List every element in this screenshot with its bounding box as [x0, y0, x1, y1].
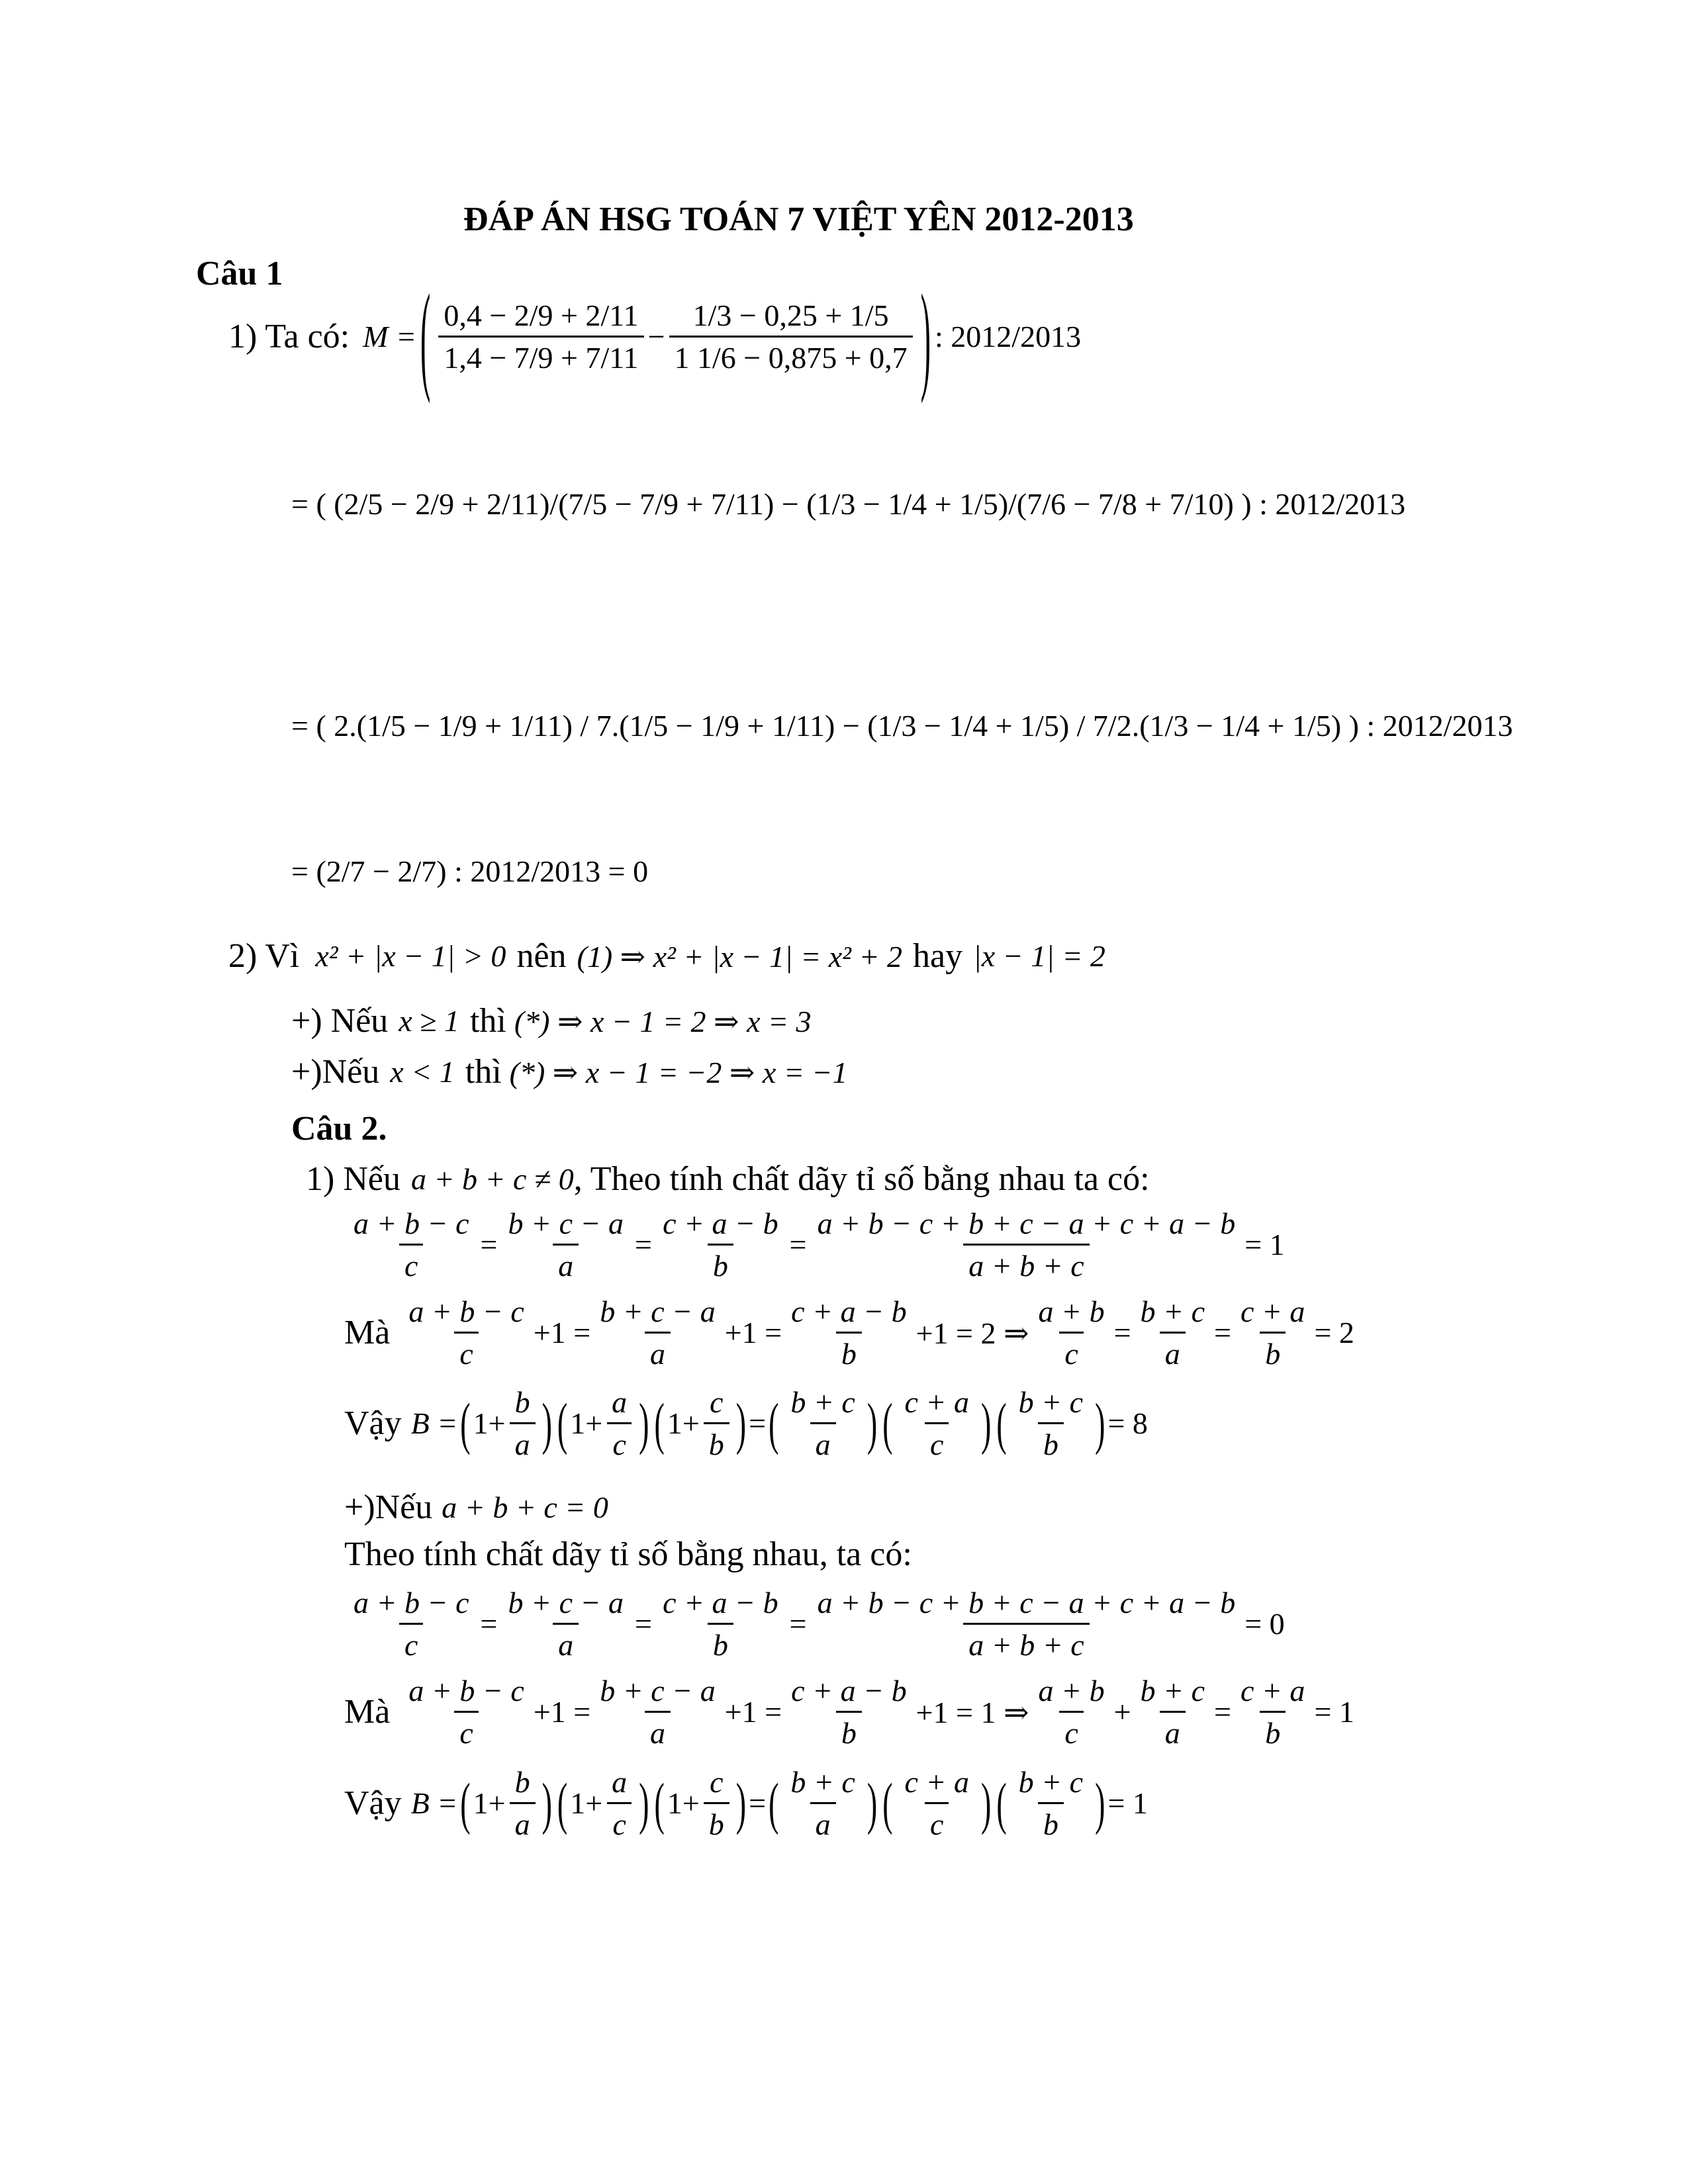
- fraction: [348, 1206, 475, 1283]
- denominator: b: [1038, 1802, 1064, 1842]
- fraction: [786, 1294, 912, 1371]
- fraction: [503, 1585, 630, 1662]
- cau1-line1: 1) Ta có: M = ( $\frac{0,4 - 2/9 + 2/11}{1,4 - 7/9 + 7/11}$ − $\frac{1/3 - 0,25 + 1/5}{1 1/6 - 0,875 + 0,7}$ ) : 2012/2013: [228, 269, 1082, 404]
- denominator: c: [399, 1244, 423, 1283]
- numerator: c + a: [1240, 1295, 1305, 1328]
- denominator: c: [399, 1623, 423, 1662]
- numerator: a + b − c: [353, 1206, 469, 1240]
- denominator: c: [1059, 1711, 1083, 1751]
- B-symbol: B =: [410, 1406, 458, 1440]
- denominator: c: [607, 1422, 631, 1462]
- denominator: b: [836, 1332, 862, 1371]
- denominator: a + b + c: [963, 1244, 1090, 1283]
- math-expression: = ( 2.(1/5 − 1/9 + 1/11) / 7.(1/5 − 1/9 + 1/11) − (1/3 − 1/4 + 1/5) / 7/2.(1/3 − 1/4 + 1/5) ) : 2012/2013: [291, 709, 1513, 743]
- fraction: [1013, 1764, 1088, 1842]
- fraction: [785, 1764, 860, 1842]
- cau1-part2: [228, 936, 1105, 976]
- p2-expr-a: x² + |x − 1| > 0: [315, 939, 506, 973]
- denominator: a: [1160, 1711, 1186, 1751]
- numerator: a + b − c + b + c − a + c + a − b: [817, 1206, 1236, 1240]
- cau2-vay1: Vậy B = ( 1+ $\frac{b}{a}$ ) ( 1+ $\frac{a}{c}$ ) ( 1+ $\frac{c}{b}$ ) = ( $\frac{b + c}{a}$ ) ( $\frac{c + a}{c}$ ) ( $\frac{b + c}{b}$ ) = 8: [344, 1385, 1148, 1461]
- denominator: c: [607, 1802, 631, 1842]
- numerator: b + c: [1018, 1385, 1084, 1419]
- numerator: c + a: [1240, 1674, 1305, 1707]
- case-condition: a + b + c = 0: [442, 1490, 608, 1524]
- denominator: a + b + c: [963, 1623, 1090, 1662]
- numerator: b + c: [1140, 1295, 1205, 1328]
- fraction: [594, 1294, 721, 1371]
- equation-tail: = 2: [1314, 1316, 1354, 1349]
- denominator: b: [1260, 1332, 1286, 1371]
- numerator: a + b − c: [408, 1295, 524, 1328]
- numerator: b + c − a: [600, 1295, 716, 1328]
- math-expression: = ( (2/5 − 2/9 + 2/11)/(7/5 − 7/9 + 7/11) − (1/3 − 1/4 + 1/5)/(7/6 − 7/8 + 7/10) ) : 2012/2013: [291, 487, 1406, 521]
- fraction: [503, 1206, 630, 1283]
- cau2-eq2: $\frac{a + b - c}{c}$ = $\frac{b + c - a}{a}$ = $\frac{c + a - b}{b}$ = $\frac{a + b - c + b + c - a + c + a - b}{a + b + c}$ = 0: [344, 1585, 1285, 1662]
- denominator: b: [1260, 1711, 1286, 1751]
- numerator: c + a: [904, 1765, 969, 1799]
- fraction: [510, 1385, 536, 1462]
- fraction: [1013, 1385, 1088, 1462]
- cau2-vay2: Vậy B = ( 1+ $\frac{b}{a}$ ) ( 1+ $\frac{a}{c}$ ) ( 1+ $\frac{c}{b}$ ) = ( $\frac{b + c}{a}$ ) ( $\frac{c + a}{c}$ ) ( $\frac{b + c}{b}$ ) = 1: [344, 1765, 1148, 1841]
- fraction: [812, 1585, 1241, 1662]
- fraction: [657, 1206, 784, 1283]
- p1-condition: a + b + c ≠ 0: [410, 1162, 574, 1196]
- case-then: thì: [465, 1053, 502, 1091]
- case-prefix: +) Nếu: [291, 1002, 389, 1040]
- p2-expr-c: |x − 1| = 2: [973, 939, 1105, 973]
- cau2-case2-text: Theo tính chất dãy tỉ số bằng nhau, ta có:: [344, 1535, 912, 1573]
- cau1-case2: [291, 1052, 847, 1091]
- case-prefix: +)Nếu: [291, 1053, 380, 1091]
- cau2-ma2: Mà $\frac{a + b - c}{c}$ +1 = $\frac{b + c - a}{a}$ +1 = $\frac{c + a - b}{b}$ +1 = 1 ⇒ $\frac{a + b}{c}$ + $\frac{b + c}{a}$ = $\frac{c + a}{b}$ = 1: [344, 1674, 1354, 1750]
- cau2-p1: [306, 1160, 1150, 1199]
- page-title: ĐÁP ÁN HSG TOÁN 7 VIỆT YÊN 2012-2013: [463, 201, 1134, 238]
- denominator: b: [708, 1623, 733, 1662]
- cau1-line3: [291, 708, 1513, 743]
- fraction: [1033, 1673, 1110, 1751]
- numerator: a + b: [1038, 1674, 1105, 1707]
- case-condition: x < 1: [390, 1055, 455, 1089]
- fraction: [657, 1585, 784, 1662]
- denominator: a: [645, 1332, 671, 1371]
- fraction: [704, 1385, 729, 1462]
- fraction: [510, 1764, 536, 1842]
- cau1-line2: [291, 486, 1405, 522]
- vay-label: Vậy: [344, 1404, 402, 1442]
- p2-expr-b: (1) ⇒ x² + |x − 1| = x² + 2: [577, 939, 902, 974]
- numerator: a + b − c: [408, 1674, 524, 1707]
- B-symbol: B =: [410, 1786, 458, 1820]
- numerator: a: [612, 1385, 628, 1419]
- vay-label: Vậy: [344, 1784, 402, 1822]
- case-condition: x ≥ 1: [399, 1004, 459, 1038]
- denominator: a: [553, 1623, 579, 1662]
- numerator: c + a − b: [663, 1206, 778, 1240]
- cau1-line4: [291, 854, 648, 889]
- fraction: [785, 1385, 860, 1462]
- result: = 8: [1107, 1406, 1148, 1440]
- denominator: c: [925, 1422, 949, 1462]
- fraction: [704, 1764, 729, 1842]
- denominator: a: [645, 1711, 671, 1751]
- numerator: a + b: [1038, 1295, 1105, 1328]
- p2-prefix: 2) Vì: [228, 937, 300, 975]
- case-result: (*) ⇒ x − 1 = 2 ⇒ x = 3: [514, 1004, 812, 1038]
- denominator: c: [925, 1802, 949, 1842]
- denominator: b: [836, 1711, 862, 1751]
- numerator: c + a − b: [791, 1295, 907, 1328]
- denominator: c: [1059, 1332, 1083, 1371]
- numerator: b + c: [1018, 1765, 1084, 1799]
- fraction: [403, 1673, 530, 1751]
- numerator: b: [514, 1385, 530, 1419]
- result: = 1: [1107, 1786, 1148, 1820]
- p1-prefix: 1) Nếu: [306, 1160, 400, 1198]
- numerator: b: [514, 1765, 530, 1799]
- cau2-ma1: Mà $\frac{a + b - c}{c}$ +1 = $\frac{b + c - a}{a}$ +1 = $\frac{c + a - b}{b}$ +1 = 2 ⇒ $\frac{a + b}{c}$ = $\frac{b + c}{a}$ = $\frac{c + a}{b}$ = 2: [344, 1295, 1354, 1371]
- numerator: b + c − a: [508, 1586, 624, 1619]
- denominator: c: [454, 1332, 478, 1371]
- denominator: a: [810, 1802, 836, 1842]
- fraction: [1135, 1673, 1210, 1751]
- denominator: a: [510, 1802, 536, 1842]
- denominator: b: [704, 1422, 729, 1462]
- denominator: a: [510, 1422, 536, 1462]
- denominator: a: [553, 1244, 579, 1283]
- fraction: [606, 1764, 632, 1842]
- ma-label: Mà: [344, 1314, 391, 1351]
- fraction: [403, 1294, 530, 1371]
- fraction: [1235, 1673, 1310, 1751]
- section-heading-cau2: Câu 2.: [291, 1110, 387, 1148]
- p2-mid: nên: [516, 937, 567, 975]
- numerator: b + c: [790, 1385, 855, 1419]
- numerator: 1/3 − 0,25 + 1/5: [692, 298, 889, 332]
- fraction: [1033, 1294, 1110, 1371]
- p1-text: , Theo tính chất dãy tỉ số bằng nhau ta có:: [573, 1160, 1150, 1198]
- fraction: [348, 1585, 475, 1662]
- section-heading-cau1: Câu 1: [196, 255, 283, 293]
- numerator: c + a − b: [663, 1586, 778, 1619]
- equation-tail: = 1: [1244, 1228, 1285, 1261]
- numerator: b + c − a: [600, 1674, 716, 1707]
- fraction: [606, 1385, 632, 1462]
- numerator: c: [710, 1385, 724, 1419]
- numerator: a + b − c + b + c − a + c + a − b: [817, 1586, 1236, 1619]
- p2-hay: hay: [913, 937, 963, 975]
- numerator: c + a: [904, 1385, 969, 1419]
- cau2-case2: [344, 1488, 608, 1527]
- fraction: [900, 1764, 974, 1842]
- equation-tail: = 0: [1244, 1607, 1285, 1641]
- case-result: (*) ⇒ x − 1 = −2 ⇒ x = −1: [509, 1055, 848, 1089]
- denominator: a: [1160, 1332, 1186, 1371]
- cau1-case1: [291, 1001, 812, 1040]
- fraction: [594, 1673, 721, 1751]
- denominator: b: [708, 1244, 733, 1283]
- denominator: 1,4 − 7/9 + 7/11: [438, 336, 643, 375]
- case-then: thì: [469, 1002, 506, 1040]
- denominator: b: [704, 1802, 729, 1842]
- math-expression: = (2/7 − 2/7) : 2012/2013 = 0: [291, 854, 649, 888]
- denominator: b: [1038, 1422, 1064, 1462]
- numerator: 0,4 − 2/9 + 2/11: [444, 298, 639, 332]
- fraction: [1135, 1294, 1210, 1371]
- numerator: b + c − a: [508, 1206, 624, 1240]
- divisor: : 2012/2013: [935, 320, 1082, 353]
- numerator: a: [612, 1765, 628, 1799]
- cau1-M: M =: [363, 320, 416, 353]
- cau2-eq1: $\frac{a + b - c}{c}$ = $\frac{b + c - a}{a}$ = $\frac{c + a - b}{b}$ = $\frac{a + b - c + b + c - a + c + a - b}{a + b + c}$ = 1: [344, 1206, 1285, 1283]
- denominator: a: [810, 1422, 836, 1462]
- fraction: [786, 1673, 912, 1751]
- fraction: [900, 1385, 974, 1462]
- numerator: c + a − b: [791, 1674, 907, 1707]
- case-prefix: +)Nếu: [344, 1488, 433, 1526]
- denominator: c: [454, 1711, 478, 1751]
- fraction: [812, 1206, 1241, 1283]
- fraction: [1235, 1294, 1310, 1371]
- fraction: [438, 298, 643, 375]
- denominator: 1 1/6 − 0,875 + 0,7: [669, 336, 913, 375]
- cau1-p1-label: 1) Ta có:: [228, 317, 350, 355]
- fraction: [669, 298, 913, 375]
- numerator: b + c: [790, 1765, 855, 1799]
- ma-label: Mà: [344, 1693, 391, 1731]
- numerator: a + b − c: [353, 1586, 469, 1619]
- numerator: c: [710, 1765, 724, 1799]
- equation-tail: = 1: [1314, 1695, 1354, 1729]
- numerator: b + c: [1140, 1674, 1205, 1707]
